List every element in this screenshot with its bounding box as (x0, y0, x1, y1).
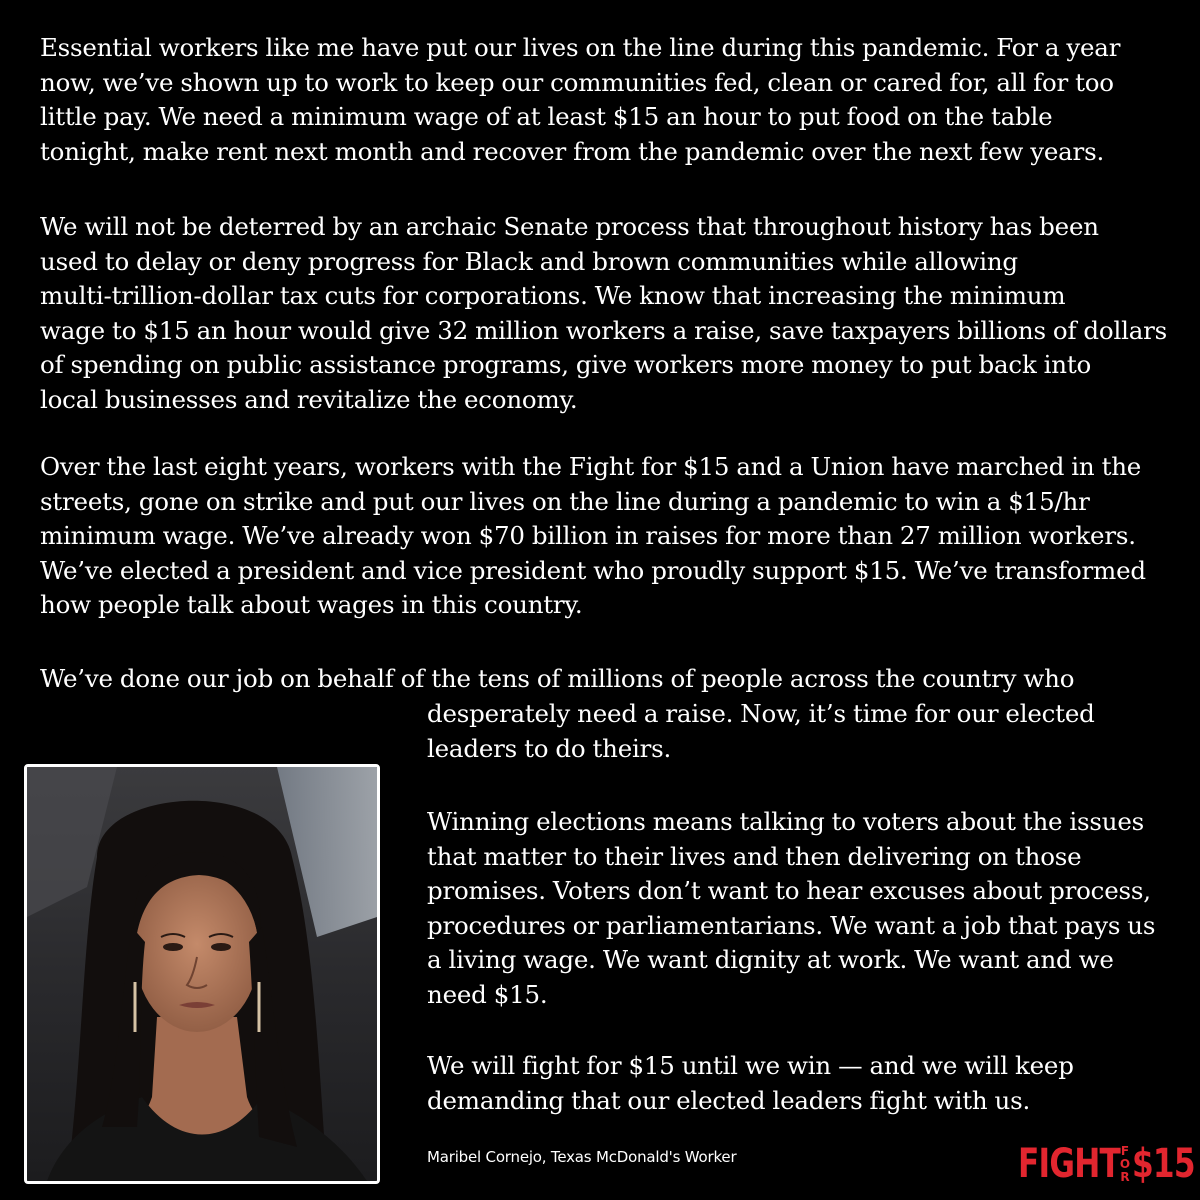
photo-caption: Maribel Cornejo, Texas McDonald's Worker (427, 1148, 737, 1166)
paragraph-winning-elections: Winning elections means talking to voters about the issues that matter to their lives and then delivering on those promises. Voters don’t want to hear excuses about process, procedures or parliamentarians. We want a job that pays us a living wage. We want dignity at work. We want and we need $15. (427, 807, 1156, 1009)
paragraph-we-will-fight: We will fight for $15 until we win — and we will keep demanding that our elected leaders fight with us. (427, 1051, 1074, 1115)
paragraph-done-our-job-rest: desperately need a raise. Now, it’s time for our elected leaders to do theirs. (427, 699, 1095, 763)
worker-portrait-photo (24, 764, 380, 1184)
logo-for-text: FOR (1119, 1144, 1131, 1184)
logo-amount-text: $15 (1132, 1141, 1195, 1187)
portrait-illustration (27, 767, 377, 1181)
logo-fight-text: FIGHT (1018, 1141, 1121, 1187)
fight-for-15-logo (1018, 1141, 1194, 1187)
paragraph-essential-workers: Essential workers like me have put our lives on the line during this pandemic. For a year now, we’ve shown up to work to keep our communities fed, clean or cared for, all for too little pay. We need a minimum wage of at least $15 an hour to put food on the table tonight, make rent next month and recover from the pandemic over the next few years. (40, 33, 1121, 166)
paragraph-done-our-job-line1: We’ve done our job on behalf of the tens of millions of people across the country who (40, 664, 1075, 693)
paragraph-fight-history: Over the last eight years, workers with the Fight for $15 and a Union have marched in the streets, gone on strike and put our lives on the line during a pandemic to win a $15/hr minimum wage. We’ve already won $70 billion in raises for more than 27 million workers. We’ve elected a president and vice president who proudly support $15. We’ve transformed how people talk about wages in this country. (40, 452, 1146, 619)
paragraph-senate-process: We will not be deterred by an archaic Senate process that throughout history has been used to delay or deny progress for Black and brown communities while allowing multi-trillion-dollar tax cuts for corporations. We know that increasing the minimum wage to $15 an hour would give 32 million workers a raise, save taxpayers billions of dollars of spending on public assistance programs, give workers more money to put back into local businesses and revitalize the economy. (40, 212, 1168, 414)
